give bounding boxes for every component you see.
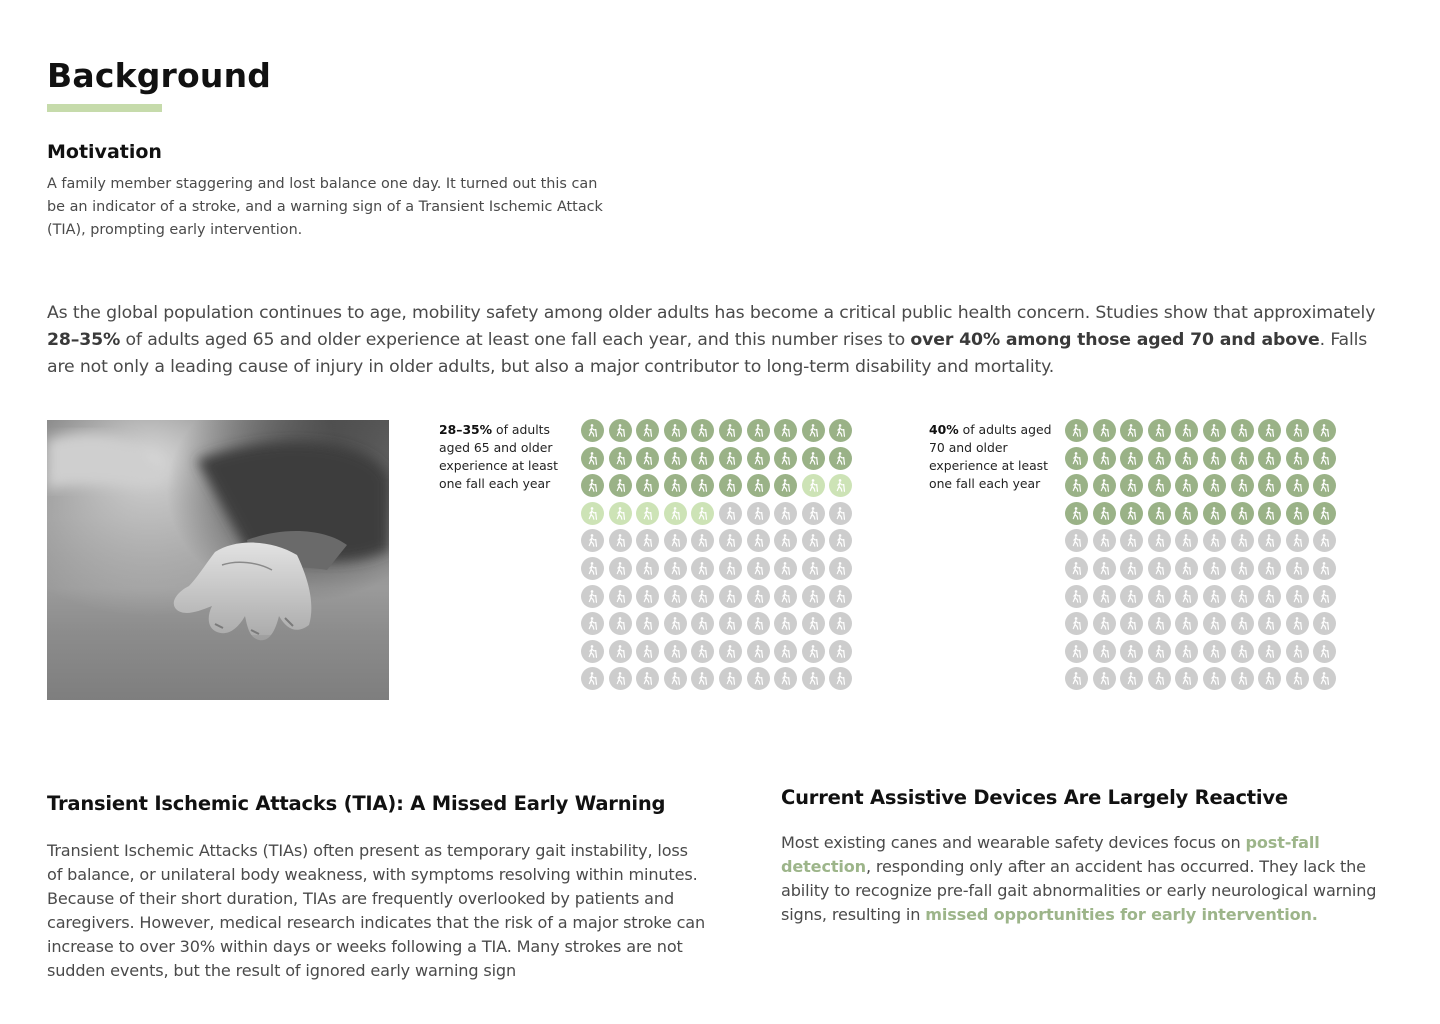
stat-65-value: 28–35% bbox=[439, 422, 493, 437]
intro-paragraph bbox=[47, 300, 1393, 381]
walking-person-icon bbox=[1148, 474, 1171, 497]
motivation-heading: Motivation bbox=[47, 141, 162, 163]
walking-person-icon bbox=[719, 667, 742, 690]
motivation-text: A family member staggering and lost balance one day. It turned out this can be an indicator of a stroke, and a warning sign of a Transient Ischemic Attack (TIA), prompting early intervention. bbox=[47, 176, 603, 238]
walking-person-icon bbox=[1065, 557, 1088, 580]
walking-person-icon bbox=[691, 474, 714, 497]
walking-person-icon bbox=[1093, 557, 1116, 580]
walking-person-icon bbox=[802, 557, 825, 580]
walking-person-icon bbox=[636, 474, 659, 497]
walking-person-icon bbox=[609, 502, 632, 525]
walking-person-icon bbox=[1258, 667, 1281, 690]
walking-person-icon bbox=[1203, 612, 1226, 635]
walking-person-icon bbox=[747, 612, 770, 635]
walking-person-icon bbox=[1148, 557, 1171, 580]
walking-person-icon bbox=[691, 529, 714, 552]
walking-person-icon bbox=[1203, 474, 1226, 497]
intro-stat-65: 28–35% bbox=[47, 330, 121, 350]
title-underline bbox=[47, 104, 162, 112]
walking-person-icon bbox=[719, 474, 742, 497]
walking-person-icon bbox=[1148, 419, 1171, 442]
devices-text-2: , responding only after an accident has occurred. They lack the ability to recognize pre-fall gait abnormalities or early neurological warning signs, resulting in bbox=[781, 857, 1377, 924]
walking-person-icon bbox=[802, 419, 825, 442]
walking-person-icon bbox=[719, 529, 742, 552]
walking-person-icon bbox=[664, 667, 687, 690]
walking-person-icon bbox=[1065, 447, 1088, 470]
walking-person-icon bbox=[1148, 529, 1171, 552]
walking-person-icon bbox=[1286, 585, 1309, 608]
walking-person-icon bbox=[1093, 474, 1116, 497]
walking-person-icon bbox=[774, 585, 797, 608]
walking-person-icon bbox=[1148, 502, 1171, 525]
walking-person-icon bbox=[664, 419, 687, 442]
walking-person-icon bbox=[1065, 640, 1088, 663]
walking-person-icon bbox=[747, 502, 770, 525]
walking-person-icon bbox=[636, 557, 659, 580]
walking-person-icon bbox=[691, 502, 714, 525]
walking-person-icon bbox=[1120, 612, 1143, 635]
walking-person-icon bbox=[691, 640, 714, 663]
walking-person-icon bbox=[1120, 502, 1143, 525]
walking-person-icon bbox=[719, 557, 742, 580]
walking-person-icon bbox=[664, 474, 687, 497]
walking-person-icon bbox=[1313, 640, 1336, 663]
walking-person-icon bbox=[1231, 474, 1254, 497]
walking-person-icon bbox=[829, 667, 852, 690]
walking-person-icon bbox=[609, 529, 632, 552]
walking-person-icon bbox=[802, 667, 825, 690]
walking-person-icon bbox=[774, 640, 797, 663]
walking-person-icon bbox=[1120, 447, 1143, 470]
walking-person-icon bbox=[719, 502, 742, 525]
walking-person-icon bbox=[1231, 640, 1254, 663]
devices-highlight-postfall: post-fall detection bbox=[781, 833, 1320, 876]
walking-person-icon bbox=[802, 612, 825, 635]
walking-person-icon bbox=[1175, 419, 1198, 442]
walking-person-icon bbox=[1203, 447, 1226, 470]
devices-heading: Current Assistive Devices Are Largely Reactive bbox=[781, 786, 1288, 809]
walking-person-icon bbox=[1313, 419, 1336, 442]
walking-person-icon bbox=[609, 640, 632, 663]
walking-person-icon bbox=[1203, 557, 1226, 580]
tia-heading: Transient Ischemic Attacks (TIA): A Missed Early Warning bbox=[47, 792, 666, 815]
walking-person-icon bbox=[1120, 529, 1143, 552]
walking-person-icon bbox=[747, 557, 770, 580]
walking-person-icon bbox=[1313, 447, 1336, 470]
walking-person-icon bbox=[829, 419, 852, 442]
walking-person-icon bbox=[581, 612, 604, 635]
walking-person-icon bbox=[829, 447, 852, 470]
walking-person-icon bbox=[691, 557, 714, 580]
walking-person-icon bbox=[691, 447, 714, 470]
walking-person-icon bbox=[664, 502, 687, 525]
walking-person-icon bbox=[1231, 667, 1254, 690]
walking-person-icon bbox=[1175, 585, 1198, 608]
walking-person-icon bbox=[1065, 502, 1088, 525]
walking-person-icon bbox=[609, 667, 632, 690]
page-title: Background bbox=[47, 56, 272, 95]
walking-person-icon bbox=[1120, 585, 1143, 608]
walking-person-icon bbox=[1093, 529, 1116, 552]
walking-person-icon bbox=[1148, 640, 1171, 663]
walking-person-icon bbox=[774, 529, 797, 552]
walking-person-icon bbox=[1286, 640, 1309, 663]
intro-stat-70: over 40% among those aged 70 and above bbox=[910, 330, 1320, 350]
walking-person-icon bbox=[1093, 447, 1116, 470]
walking-person-icon bbox=[1093, 612, 1116, 635]
walking-person-icon bbox=[774, 667, 797, 690]
walking-person-icon bbox=[581, 447, 604, 470]
walking-person-icon bbox=[1175, 557, 1198, 580]
walking-person-icon bbox=[1203, 585, 1226, 608]
walking-person-icon bbox=[1313, 474, 1336, 497]
walking-person-icon bbox=[609, 447, 632, 470]
walking-person-icon bbox=[747, 585, 770, 608]
walking-person-icon bbox=[774, 447, 797, 470]
stat-caption-65 bbox=[439, 421, 571, 493]
walking-person-icon bbox=[1175, 447, 1198, 470]
walking-person-icon bbox=[636, 612, 659, 635]
walking-person-icon bbox=[581, 502, 604, 525]
walking-person-icon bbox=[1175, 612, 1198, 635]
walking-person-icon bbox=[1203, 502, 1226, 525]
walking-person-icon bbox=[1231, 557, 1254, 580]
walking-person-icon bbox=[664, 529, 687, 552]
walking-person-icon bbox=[1093, 667, 1116, 690]
stat-70-text: of adults aged 70 and older experience at least one fall each year bbox=[929, 422, 1052, 491]
walking-person-icon bbox=[802, 502, 825, 525]
walking-person-icon bbox=[1148, 612, 1171, 635]
walking-person-icon bbox=[609, 419, 632, 442]
walking-person-icon bbox=[1203, 640, 1226, 663]
walking-person-icon bbox=[581, 585, 604, 608]
walking-person-icon bbox=[1231, 502, 1254, 525]
walking-person-icon bbox=[1286, 419, 1309, 442]
walking-person-icon bbox=[1231, 612, 1254, 635]
walking-person-icon bbox=[1286, 529, 1309, 552]
stat-65-text: of adults aged 65 and older experience at least one fall each year bbox=[439, 422, 558, 491]
walking-person-icon bbox=[1203, 529, 1226, 552]
walking-person-icon bbox=[747, 419, 770, 442]
walking-person-icon bbox=[1120, 557, 1143, 580]
walking-person-icon bbox=[664, 612, 687, 635]
walking-person-icon bbox=[1203, 419, 1226, 442]
walking-person-icon bbox=[1065, 419, 1088, 442]
walking-person-icon bbox=[1120, 419, 1143, 442]
walking-person-icon bbox=[609, 474, 632, 497]
walking-person-icon bbox=[802, 529, 825, 552]
walking-person-icon bbox=[1093, 640, 1116, 663]
walking-person-icon bbox=[1175, 667, 1198, 690]
walking-person-icon bbox=[829, 474, 852, 497]
walking-person-icon bbox=[1258, 419, 1281, 442]
walking-person-icon bbox=[1231, 585, 1254, 608]
walking-person-icon bbox=[1258, 474, 1281, 497]
walking-person-icon bbox=[691, 612, 714, 635]
intro-text-3: . Falls are not only a leading cause of injury in older adults, but also a major contributor to long-term disability and mortality. bbox=[47, 330, 1368, 377]
walking-person-icon bbox=[1120, 640, 1143, 663]
walking-person-icon bbox=[1286, 667, 1309, 690]
walking-person-icon bbox=[802, 474, 825, 497]
walking-person-icon bbox=[1258, 557, 1281, 580]
walking-person-icon bbox=[691, 585, 714, 608]
walking-person-icon bbox=[802, 640, 825, 663]
walking-person-icon bbox=[1258, 640, 1281, 663]
walking-person-icon bbox=[747, 447, 770, 470]
walking-person-icon bbox=[719, 585, 742, 608]
walking-person-icon bbox=[1313, 585, 1336, 608]
walking-person-icon bbox=[747, 667, 770, 690]
walking-person-icon bbox=[1286, 557, 1309, 580]
walking-person-icon bbox=[829, 502, 852, 525]
walking-person-icon bbox=[747, 474, 770, 497]
walking-person-icon bbox=[774, 557, 797, 580]
walking-person-icon bbox=[636, 447, 659, 470]
walking-person-icon bbox=[636, 640, 659, 663]
intro-text-1: As the global population continues to age, mobility safety among older adults has become a critical public health concern. Studies show that approximately bbox=[47, 303, 1376, 323]
walking-person-icon bbox=[747, 640, 770, 663]
walking-person-icon bbox=[1313, 529, 1336, 552]
walking-person-icon bbox=[774, 502, 797, 525]
walking-person-icon bbox=[1148, 585, 1171, 608]
walking-person-icon bbox=[1148, 667, 1171, 690]
walking-person-icon bbox=[1065, 585, 1088, 608]
devices-text-1: Most existing canes and wearable safety devices focus on bbox=[781, 833, 1246, 852]
walking-person-icon bbox=[691, 667, 714, 690]
walking-person-icon bbox=[691, 419, 714, 442]
devices-text bbox=[781, 831, 1396, 927]
walking-person-icon bbox=[1093, 502, 1116, 525]
walking-person-icon bbox=[1313, 612, 1336, 635]
walking-person-icon bbox=[719, 447, 742, 470]
walking-person-icon bbox=[1258, 447, 1281, 470]
walking-person-icon bbox=[1175, 474, 1198, 497]
walking-person-icon bbox=[1258, 612, 1281, 635]
walking-person-icon bbox=[829, 557, 852, 580]
walking-person-icon bbox=[1258, 529, 1281, 552]
fallen-hand-photo bbox=[47, 420, 389, 700]
walking-person-icon bbox=[802, 447, 825, 470]
walking-person-icon bbox=[1175, 529, 1198, 552]
walking-person-icon bbox=[1231, 447, 1254, 470]
walking-person-icon bbox=[829, 585, 852, 608]
walking-person-icon bbox=[1093, 419, 1116, 442]
walking-person-icon bbox=[636, 585, 659, 608]
walking-person-icon bbox=[609, 612, 632, 635]
walking-person-icon bbox=[1175, 640, 1198, 663]
walking-person-icon bbox=[636, 667, 659, 690]
walking-person-icon bbox=[1093, 585, 1116, 608]
walking-person-icon bbox=[829, 529, 852, 552]
walking-person-icon bbox=[719, 612, 742, 635]
walking-person-icon bbox=[1231, 529, 1254, 552]
walking-person-icon bbox=[581, 640, 604, 663]
walking-person-icon bbox=[1286, 447, 1309, 470]
walking-person-icon bbox=[1120, 474, 1143, 497]
walking-person-icon bbox=[1231, 419, 1254, 442]
walking-person-icon bbox=[1175, 502, 1198, 525]
walking-person-icon bbox=[581, 529, 604, 552]
walking-person-icon bbox=[581, 667, 604, 690]
walking-person-icon bbox=[719, 640, 742, 663]
walking-person-icon bbox=[581, 474, 604, 497]
walking-person-icon bbox=[636, 502, 659, 525]
walking-person-icon bbox=[1313, 502, 1336, 525]
walking-person-icon bbox=[1065, 667, 1088, 690]
walking-person-icon bbox=[747, 529, 770, 552]
walking-person-icon bbox=[609, 557, 632, 580]
walking-person-icon bbox=[581, 557, 604, 580]
devices-highlight-missed: missed opportunities for early intervention. bbox=[925, 905, 1318, 924]
walking-person-icon bbox=[1286, 502, 1309, 525]
walking-person-icon bbox=[1313, 667, 1336, 690]
stat-70-value: 40% bbox=[929, 422, 959, 437]
stat-caption-70 bbox=[929, 421, 1057, 493]
walking-person-icon bbox=[636, 419, 659, 442]
walking-person-icon bbox=[1065, 529, 1088, 552]
walking-person-icon bbox=[829, 640, 852, 663]
walking-person-icon bbox=[664, 447, 687, 470]
walking-person-icon bbox=[1203, 667, 1226, 690]
walking-person-icon bbox=[1065, 474, 1088, 497]
walking-person-icon bbox=[664, 557, 687, 580]
walking-person-icon bbox=[1148, 447, 1171, 470]
walking-person-icon bbox=[1258, 585, 1281, 608]
walking-person-icon bbox=[774, 419, 797, 442]
walking-person-icon bbox=[636, 529, 659, 552]
walking-person-icon bbox=[581, 419, 604, 442]
walking-person-icon bbox=[1286, 612, 1309, 635]
walking-person-icon bbox=[1313, 557, 1336, 580]
walking-person-icon bbox=[1258, 502, 1281, 525]
walking-person-icon bbox=[829, 612, 852, 635]
walking-person-icon bbox=[609, 585, 632, 608]
walking-person-icon bbox=[1286, 474, 1309, 497]
walking-person-icon bbox=[1065, 612, 1088, 635]
walking-person-icon bbox=[802, 585, 825, 608]
walking-person-icon bbox=[774, 612, 797, 635]
walking-person-icon bbox=[664, 585, 687, 608]
intro-text-2: of adults aged 65 and older experience at least one fall each year, and this number rises to bbox=[120, 330, 911, 350]
walking-person-icon bbox=[774, 474, 797, 497]
tia-text: Transient Ischemic Attacks (TIAs) often present as temporary gait instability, loss of balance, or unilateral body weakness, with symptoms resolving within minutes. Because of their short duration, TIAs are frequently overlooked by patients and caregivers. However, medical research indicates that the risk of a major stroke can increase to over 30% within days or weeks following a TIA. Many strokes are not sudden events, but the result of ignored early warning sign bbox=[47, 841, 706, 980]
walking-person-icon bbox=[719, 419, 742, 442]
walking-person-icon bbox=[1120, 667, 1143, 690]
walking-person-icon bbox=[664, 640, 687, 663]
